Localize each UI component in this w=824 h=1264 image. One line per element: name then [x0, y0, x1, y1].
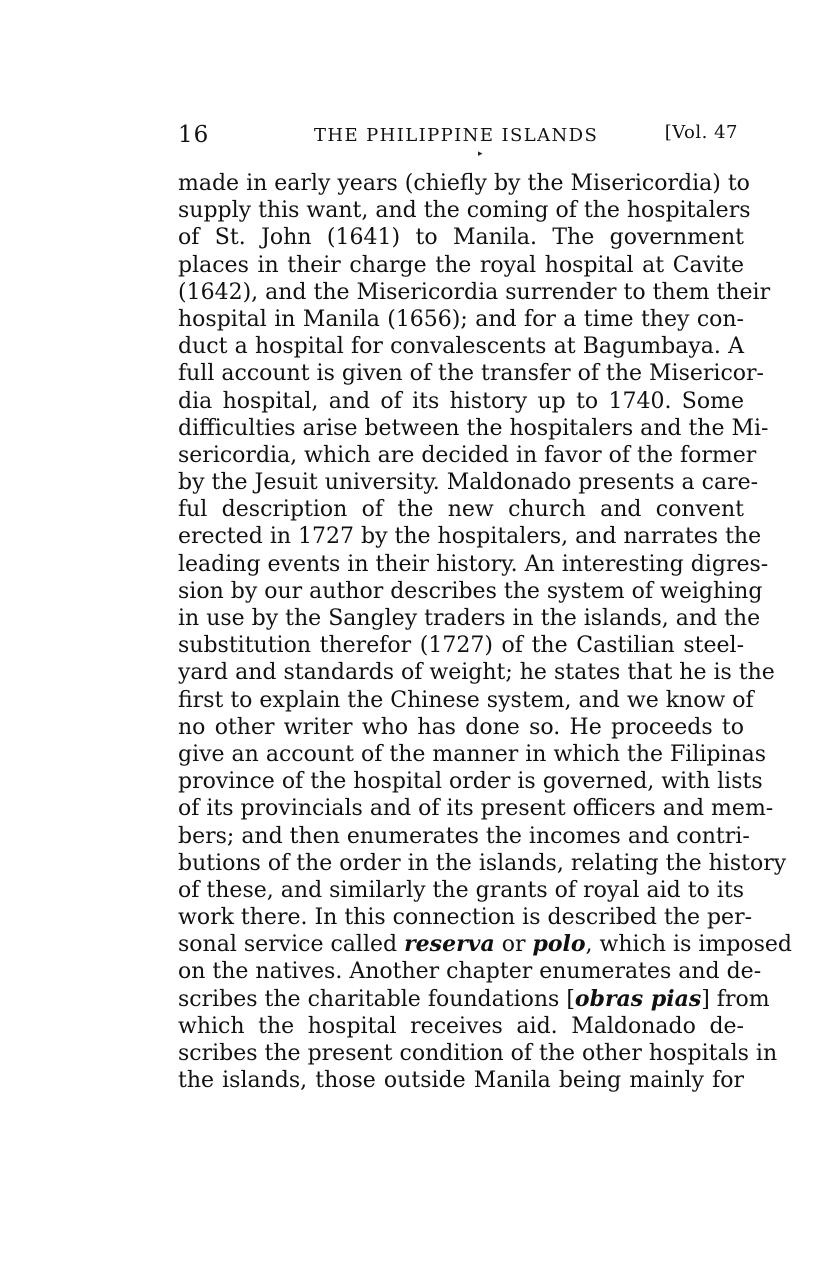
text-segment: places in their charge the royal hospital at Cavite: [178, 252, 744, 278]
text-segment: made in early years (chiefly by the Misericordia) to: [178, 171, 750, 196]
text-line: [178, 496, 744, 523]
text-line: [178, 415, 769, 442]
text-line: [178, 469, 759, 496]
text-segment: butions of the order in the islands, relating the history: [178, 850, 787, 876]
text-line: [178, 958, 762, 985]
text-line: [178, 632, 744, 659]
running-head: [178, 122, 738, 159]
text-line: [178, 687, 754, 714]
text-segment: supply this want, and the coming of the hospitalers: [178, 198, 751, 224]
page-number: 16: [178, 122, 210, 148]
text-segment: dia hospital, and of its history up to 1740. Some: [178, 388, 744, 414]
text-line: [178, 197, 751, 224]
text-segment: the islands, those outside Manila being mainly for: [178, 1068, 744, 1094]
text-line: [178, 333, 744, 360]
text-line: [178, 659, 775, 686]
text-line: [178, 904, 753, 931]
text-line: [178, 741, 767, 768]
text-segment: leading events in their history. An interesting digres-: [178, 551, 769, 577]
text-segment: bers; and then enumerates the incomes and contri-: [178, 823, 750, 849]
text-segment: scribes the charitable foundations [: [178, 986, 575, 1012]
text-line: [178, 877, 744, 904]
text-line: [178, 1040, 778, 1067]
text-line: [178, 823, 750, 850]
text-segment: , which is imposed: [585, 932, 792, 958]
text-line: [178, 252, 744, 279]
text-segment: on the natives. Another chapter enumerates and de-: [178, 959, 762, 985]
text-segment: yard and standards of weight; he states that he is the: [178, 660, 775, 686]
text-segment: of its provincials and of its present officers and mem-: [178, 796, 774, 822]
text-segment: erected in 1727 by the hospitalers, and narrates the: [178, 524, 762, 550]
text-line: [178, 1067, 744, 1094]
text-line: [178, 605, 761, 632]
text-segment: or: [494, 932, 533, 958]
text-line: [178, 360, 764, 387]
text-line: [178, 523, 762, 550]
text-segment: ] from: [701, 986, 770, 1012]
italic-term: obras pias: [574, 985, 702, 1012]
text-segment: work there. In this connection is described the per-: [178, 905, 753, 931]
text-line: [178, 931, 792, 958]
text-line: [178, 578, 763, 605]
text-segment: of St. John (1641) to Manila. The government: [178, 225, 744, 251]
text-line: [178, 714, 744, 741]
text-line: [178, 795, 774, 822]
text-segment: ful description of the new church and convent: [178, 497, 744, 523]
text-segment: of these, and similarly the grants of royal aid to its: [178, 877, 744, 903]
text-line: [178, 551, 769, 578]
text-segment: scribes the present condition of the other hospitals in: [178, 1041, 778, 1066]
text-segment: sonal service called: [178, 932, 405, 958]
text-line: [178, 306, 744, 333]
text-segment: first to explain the Chinese system, and we know of: [178, 687, 754, 713]
text-segment: no other writer who has done so. He proceeds to: [178, 714, 744, 740]
text-segment: by the Jesuit university. Maldonado presents a care-: [178, 470, 759, 496]
text-line: [178, 388, 744, 415]
text-segment: substitution therefor (1727) of the Castilian steel-: [178, 633, 744, 659]
text-segment: give an account of the manner in which the Filipinas: [178, 741, 767, 767]
text-line: [178, 1013, 744, 1040]
text-segment: duct a hospital for convalescents at Bagumbaya. A: [178, 334, 744, 360]
text-segment: hospital in Manila (1656); and for a time they con-: [178, 306, 744, 332]
text-line: [178, 279, 771, 306]
text-segment: difficulties arise between the hospitalers and the Mi-: [178, 415, 769, 441]
text-segment: full account is given of the transfer of the Misericor-: [178, 361, 764, 387]
italic-term: reserva: [404, 931, 495, 958]
text-line: [178, 224, 744, 251]
body-text: [178, 170, 792, 1094]
volume-label: [Vol. 47: [664, 122, 738, 143]
text-segment: in use by the Sangley traders in the islands, and the: [178, 606, 761, 631]
text-line: [178, 850, 787, 877]
text-line: [178, 442, 757, 469]
text-line: [178, 985, 770, 1013]
text-segment: sion by our author describes the system of weighing: [178, 578, 763, 604]
stray-print-mark: ▸: [478, 149, 483, 159]
text-line: [178, 768, 763, 795]
text-segment: (1642), and the Misericordia surrender to them their: [178, 279, 771, 305]
text-segment: which the hospital receives aid. Maldonado de-: [178, 1013, 744, 1039]
italic-term: polo: [532, 931, 586, 958]
text-line: [178, 170, 750, 197]
text-segment: sericordia, which are decided in favor of the former: [178, 442, 757, 468]
text-segment: province of the hospital order is governed, with lists: [178, 769, 763, 795]
running-title: THE PHILIPPINE ISLANDS: [314, 125, 599, 146]
